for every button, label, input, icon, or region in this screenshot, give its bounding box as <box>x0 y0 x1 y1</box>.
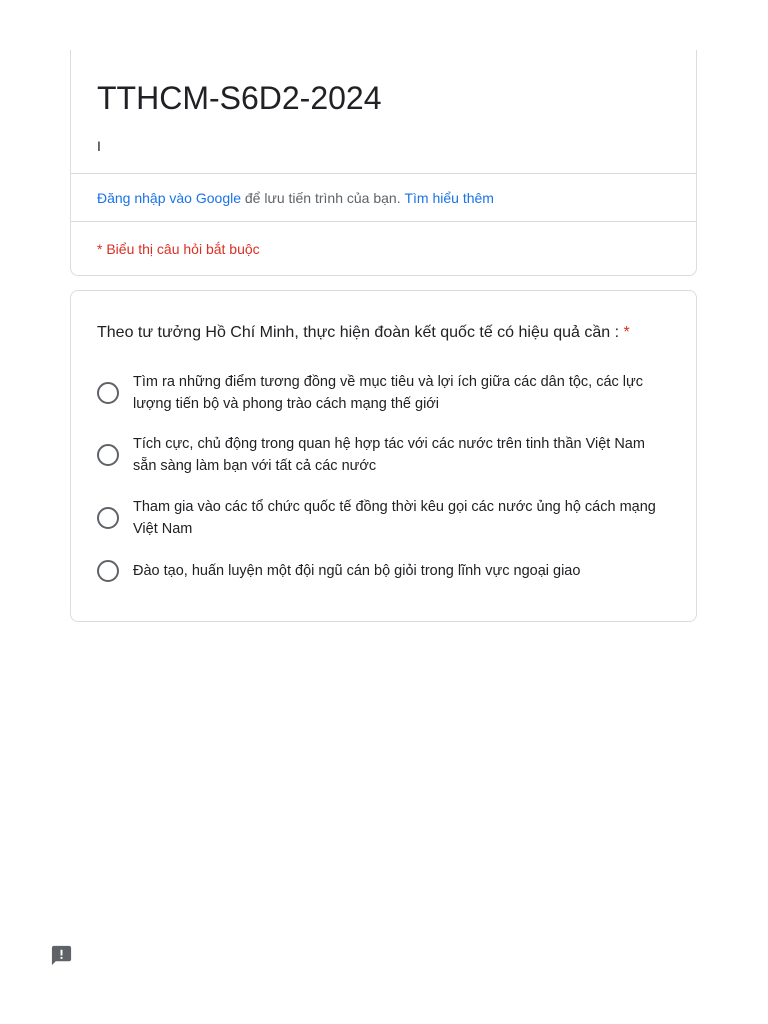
learn-more-link[interactable]: Tìm hiểu thêm <box>404 189 494 206</box>
form-title: TTHCM-S6D2-2024 <box>97 80 382 116</box>
form-description: I <box>97 138 101 154</box>
option-2[interactable] <box>97 433 667 477</box>
question-card <box>70 290 697 622</box>
option-label: Tham gia vào các tổ chức quốc tế đồng thời kêu gọi các nước ủng hộ cách mạng Việt Nam <box>133 499 656 537</box>
feedback-icon[interactable] <box>50 944 73 967</box>
required-asterisk: * <box>623 324 630 341</box>
question-text: Theo tư tưởng Hồ Chí Minh, thực hiện đoàn kết quốc tế có hiệu quả cần : <box>97 324 624 341</box>
radio-button[interactable] <box>97 507 119 529</box>
form-title-section <box>71 50 696 174</box>
radio-button[interactable] <box>97 560 119 582</box>
required-notice: * Biểu thị câu hỏi bắt buộc <box>97 240 260 257</box>
login-prompt <box>71 174 696 222</box>
option-label: Tìm ra những điểm tương đồng về mục tiêu và lợi ích giữa các dân tộc, các lực lượng tiến bộ và phong trào cách mạng thế giới <box>133 374 643 412</box>
option-1[interactable] <box>97 371 667 415</box>
radio-button[interactable] <box>97 444 119 466</box>
option-label: Tích cực, chủ động trong quan hệ hợp tác với các nước trên tinh thần Việt Nam sẵn sàng làm bạn với tất cả các nước <box>133 436 645 474</box>
login-link[interactable]: Đăng nhập vào Google <box>97 189 241 206</box>
form-header-card <box>70 50 697 276</box>
login-prompt-text: để lưu tiến trình của bạn. <box>241 189 405 206</box>
option-3[interactable] <box>97 496 667 540</box>
option-4[interactable] <box>97 560 667 582</box>
option-label: Đào tạo, huấn luyện một đội ngũ cán bộ giỏi trong lĩnh vực ngoại giao <box>133 563 581 579</box>
question-title <box>97 321 687 345</box>
radio-button[interactable] <box>97 382 119 404</box>
